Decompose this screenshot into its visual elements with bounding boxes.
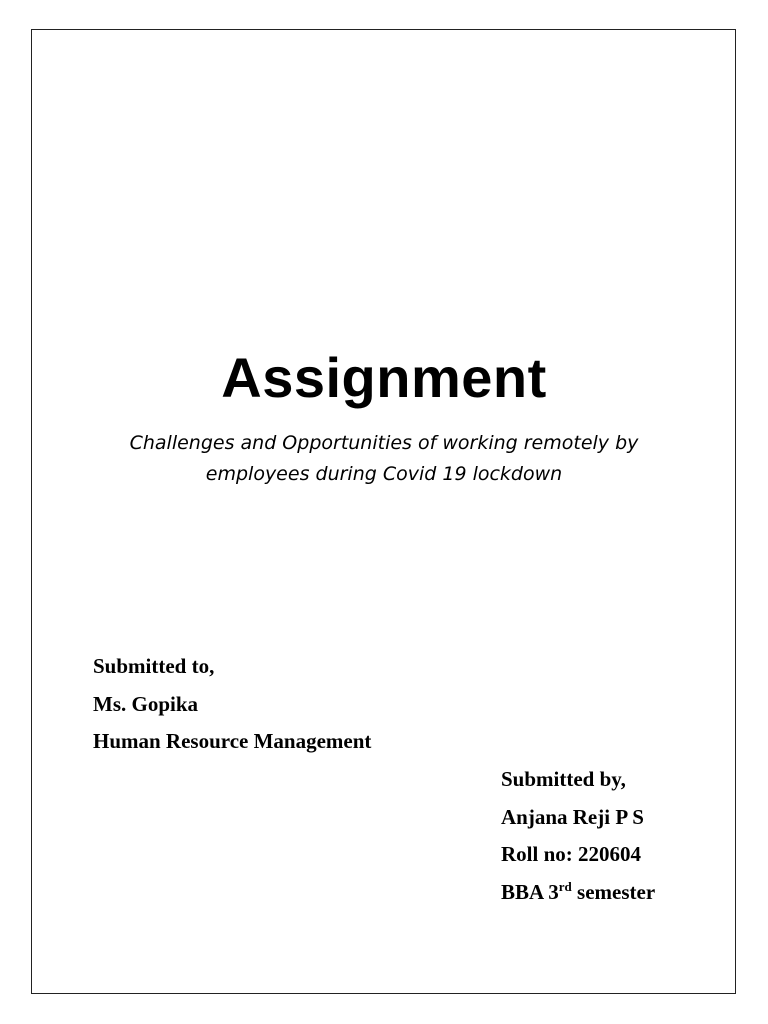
document-subtitle: Challenges and Opportunities of working remotely by employees during Covid 19 lockdown [129,432,639,485]
course-prefix: BBA 3 [501,879,559,904]
document-title: Assignment [221,346,547,409]
submitted-to-subject: Human Resource Management [93,729,372,753]
course-superscript: rd [558,878,572,894]
submitted-by-name: Anjana Reji P S [501,804,644,829]
submitted-to-heading: Submitted to, [93,654,215,678]
submitted-to-block [93,648,371,761]
submitted-to-name: Ms. Gopika [93,691,199,716]
submitted-by-course [501,874,655,912]
submitted-by-block [501,761,655,911]
submitted-by-roll: Roll no: 220604 [501,842,642,866]
submitted-by-heading: Submitted by, [501,767,626,791]
course-suffix: semester [571,879,656,904]
